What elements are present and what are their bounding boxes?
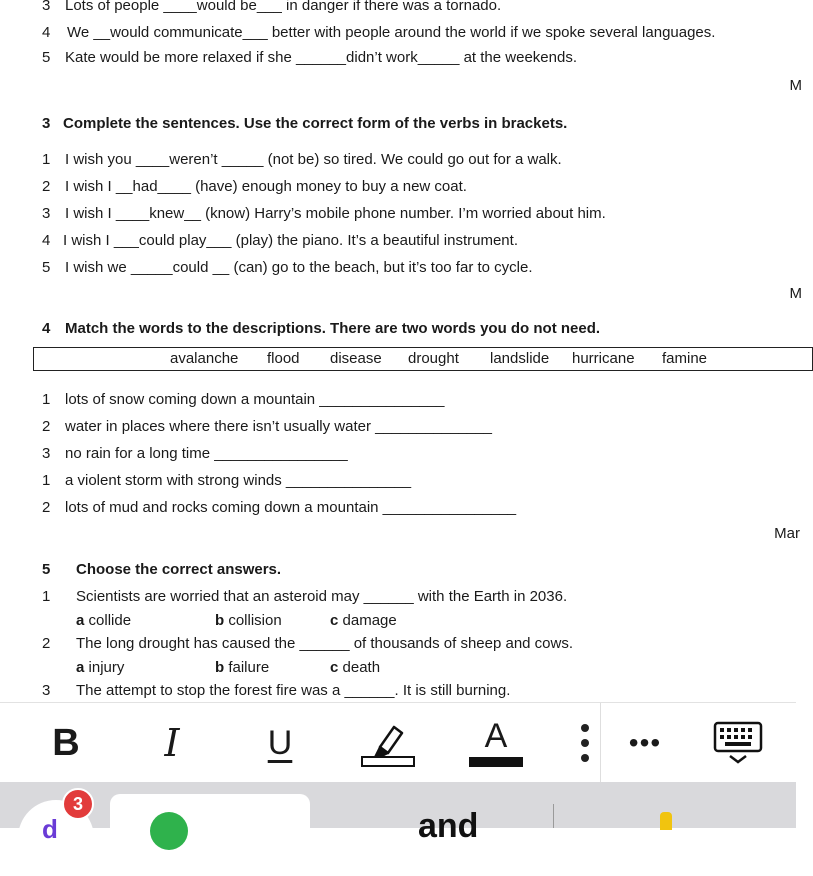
- section-number: 4: [42, 320, 51, 337]
- item-number: 5: [42, 49, 51, 66]
- formatting-toolbar: [0, 702, 796, 783]
- italic-button[interactable]: I: [164, 721, 180, 765]
- item-text: lots of mud and rocks coming down a mountain ________________: [65, 499, 517, 516]
- margin-mark: M: [789, 77, 802, 94]
- word-bank: [33, 347, 813, 371]
- tray-divider: [553, 804, 554, 828]
- margin-mark: Mar: [774, 525, 800, 542]
- item-number: 1: [42, 151, 51, 168]
- app-tray: [0, 782, 796, 845]
- underline-button[interactable]: U: [267, 723, 293, 762]
- section-title: Complete the sentences. Use the correct form of the verbs in brackets.: [63, 115, 568, 132]
- item-number: 3: [42, 0, 51, 14]
- item-number: 2: [42, 418, 51, 435]
- font-color-button[interactable]: [466, 703, 526, 783]
- toolbar-divider: [600, 703, 601, 783]
- item-number: 2: [42, 499, 51, 516]
- item-text: I wish you ____weren’t _____ (not be) so tired. We could go out for a walk.: [65, 151, 562, 168]
- answer-option: c death: [330, 659, 381, 676]
- section-number: 3: [42, 115, 51, 132]
- item-number: 2: [42, 178, 51, 195]
- word-bank-item: disease: [330, 350, 382, 367]
- item-text: Scientists are worried that an asteroid may ______ with the Earth in 2036.: [76, 588, 568, 605]
- item-text: a violent storm with strong winds _______________: [65, 472, 412, 489]
- item-number: 4: [42, 232, 51, 249]
- font-color-swatch: [469, 757, 523, 767]
- word-bank-item: drought: [408, 350, 459, 367]
- tray-partial-text: and: [418, 807, 479, 845]
- word-bank-item: hurricane: [572, 350, 635, 367]
- answer-option: c damage: [330, 612, 397, 629]
- section-number: 5: [42, 561, 51, 578]
- item-text: The long drought has caused the ______ of thousands of sheep and cows.: [76, 635, 574, 652]
- word-bank-item: landslide: [490, 350, 550, 367]
- item-text: We __would communicate___ better with people around the world if we spoke several languages.: [67, 24, 716, 41]
- item-text: I wish I __had____ (have) enough money to buy a new coat.: [65, 178, 467, 195]
- item-number: 1: [42, 588, 51, 605]
- preview-card[interactable]: [110, 794, 310, 854]
- item-text: The attempt to stop the forest fire was a ______. It is still burning.: [76, 682, 511, 699]
- bold-button[interactable]: B: [52, 721, 80, 764]
- green-status-icon: [150, 812, 188, 850]
- item-number: 5: [42, 259, 51, 276]
- answer-option: b failure: [215, 659, 270, 676]
- item-number: 2: [42, 635, 51, 652]
- answer-option: b collision: [215, 612, 282, 629]
- item-number: 3: [42, 682, 51, 699]
- item-number: 3: [42, 445, 51, 462]
- item-number: 3: [42, 205, 51, 222]
- word-bank-item: flood: [267, 350, 300, 367]
- item-text: I wish we _____could __ (can) go to the beach, but it’s too far to cycle.: [65, 259, 533, 276]
- keyboard-dismiss-icon: [713, 721, 763, 765]
- word-bank-item: avalanche: [170, 350, 239, 367]
- item-text: I wish I ____knew__ (know) Harry’s mobile phone number. I’m worried about him.: [65, 205, 606, 222]
- drag-handle[interactable]: [570, 703, 600, 783]
- item-number: 1: [42, 391, 51, 408]
- notification-badge: 3: [62, 788, 94, 820]
- keyboard-dismiss-button[interactable]: [708, 703, 768, 783]
- margin-mark: M: [789, 285, 802, 302]
- app-logo-icon: d: [42, 814, 58, 844]
- word-bank-item: famine: [662, 350, 708, 367]
- item-text: Kate would be more relaxed if she ______didn’t work_____ at the weekends.: [65, 49, 577, 66]
- item-text: lots of snow coming down a mountain _______________: [65, 391, 445, 408]
- highlight-button[interactable]: [358, 703, 418, 783]
- item-text: water in places where there isn’t usually water ______________: [65, 418, 492, 435]
- section-title: Match the words to the descriptions. There are two words you do not need.: [65, 320, 601, 337]
- vertical-dots-icon: [579, 723, 591, 763]
- item-number: 1: [42, 472, 51, 489]
- font-color-letter: A: [484, 717, 508, 755]
- highlighter-icon: [360, 719, 416, 767]
- yellow-marker-icon: [660, 812, 672, 830]
- section-title: Choose the correct answers.: [76, 561, 282, 578]
- item-text: Lots of people ____would be___ in danger if there was a tornado.: [65, 0, 502, 14]
- answer-option: a injury: [76, 659, 125, 676]
- answer-option: a collide: [76, 612, 132, 629]
- item-text: I wish I ___could play___ (play) the piano. It’s a beautiful instrument.: [63, 232, 518, 249]
- item-number: 4: [42, 24, 51, 41]
- item-text: no rain for a long time ________________: [65, 445, 348, 462]
- more-options-button[interactable]: •••: [628, 727, 662, 758]
